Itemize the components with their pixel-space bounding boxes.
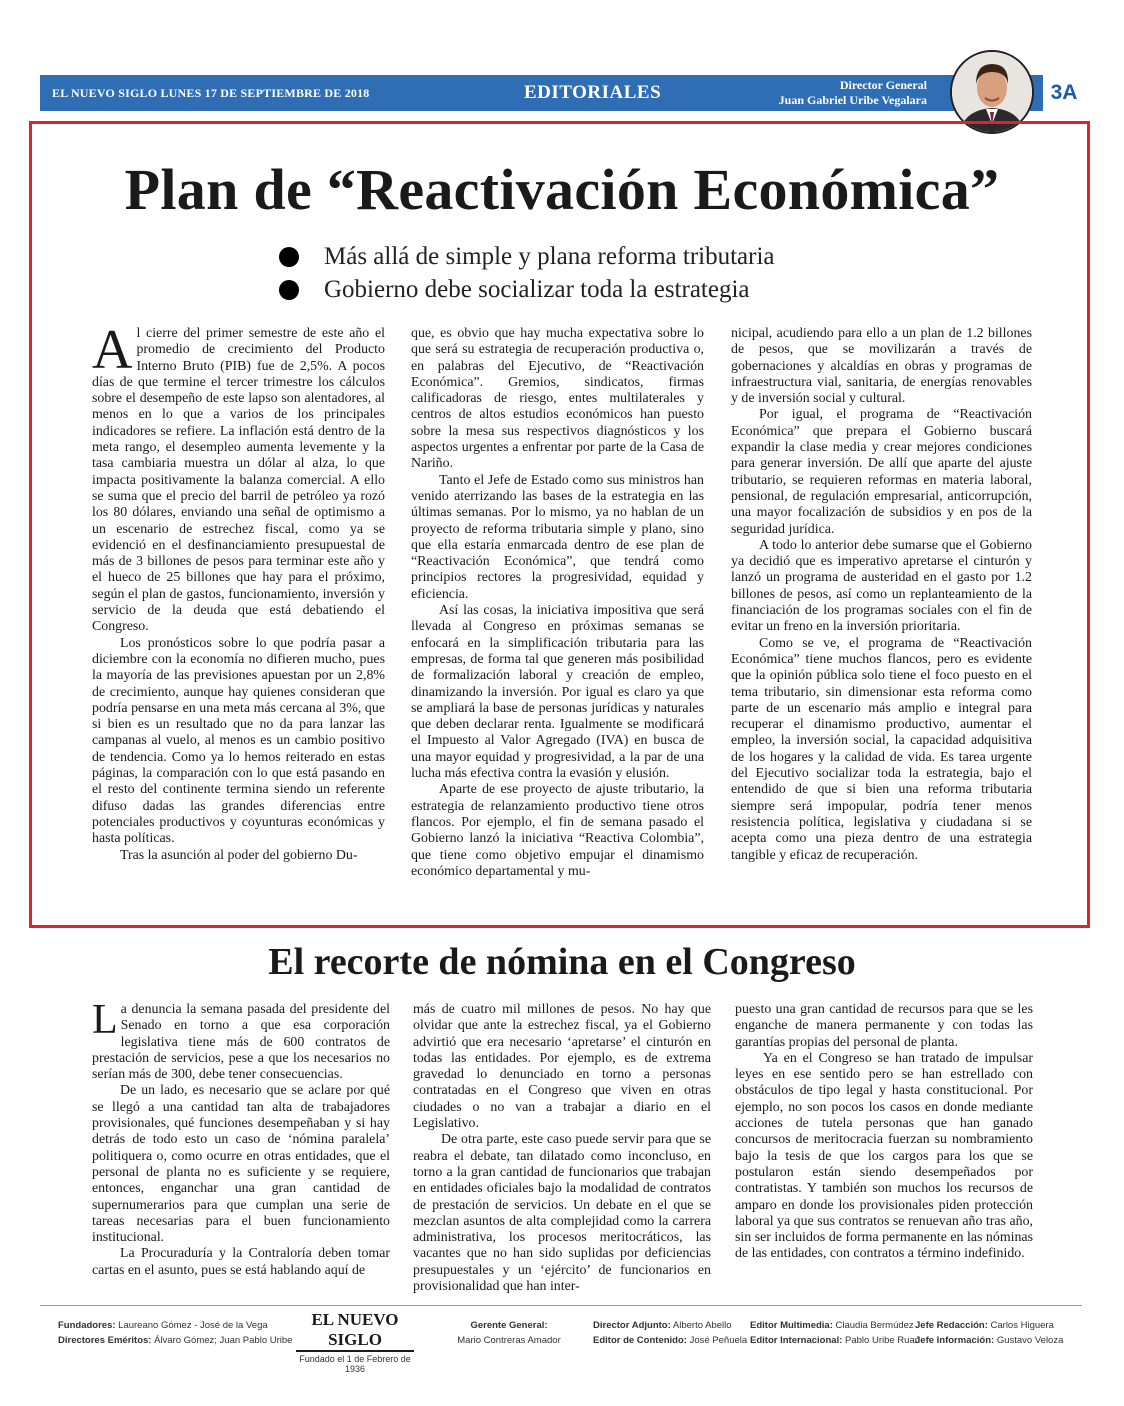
bullet-icon [279,247,299,267]
second-column-2 [413,1002,711,1295]
subtitle-item: Más allá de simple y plana reforma tributaria [279,240,775,273]
bullet-icon [279,280,299,300]
page-number: 3A [1043,75,1085,111]
paragraph: Como se ve, el programa de “Reactivación Económica” tiene muchos flancos, pero es evidente que la opinión pública solo tiene el foco puesto en el tema tributario, sin dimensionar esta reforma como parte de un escenario más amplio e integral para recuperar el dinamismo productivo, aumentar el empleo, la inversión social, la capacidad adquisitiva de los hogares y la calidad de vida. Es tarea urgente del Ejecutivo socializar toda la estrategia, bajo el entendido de que si bien una reforma tributaria siempre será impopular, podría tener menos resistencia política, legislativa y ciudadana si se acepta como una pieza dentro de una estrategia tangible y eficaz de recuperación. [731,635,1032,863]
newspaper-logo: EL NUEVO SIGLO Fundado el 1 de Febrero de 1936 [296,1310,414,1374]
editorial-subtitles [279,240,775,306]
editorial-column-3 [731,326,1032,864]
subtitle-item: Gobierno debe socializar toda la estrategia [279,273,775,306]
director-title: Director General [839,78,927,92]
paragraph: más de cuatro mil millones de pesos. No hay que olvidar que ante la estrechez fiscal, ya el Gobierno advirtió que era necesario ‘apretarse’ el cinturón en todas las entidades. Por ejemplo, es de extrema gravedad lo denunciado en torno a personas contratadas en el Congreso que viven en otras ciudades o no van a trabajar a diario en el Legislativo. [413,1002,711,1132]
second-column-1: La denuncia la semana pasada del presidente del Senado en torno a que esa corporación legislativa tiene más de 600 contratos de prestación de servicios, pese a que los necesarios no serían más de 300, debe tener consecuencias. De un lado, es necesario que se aclare por qué se llegó a una cantidad tan alta de trabajadores provisionales, qué funciones desempeñaban y si hay detrás de todo esto un caso de ‘nómina paralela’ politiquera o, como ocurre en otras entidades, que el personal de planta no es suficiente y se requiere, entonces, enganchar una gran cantidad de supernumerarios para que cumplan una serie de tareas necesarias para el buen funcionamiento institucional. La Procuraduría y la Contraloría deben tomar cartas en el asunto, pues se está hablando aquí de [92,997,390,1278]
director-name: Juan Gabriel Uribe Vegalara [778,93,927,107]
paragraph: De un lado, es necesario que se aclare por qué se llegó a una cantidad tan alta de trabajadores provisionales, qué funciones desempeñaban y si hay detrás de todo esto un caso de ‘nómina paralela’ politiquera o, como ocurre en otras entidades, que el personal de planta no es suficiente y se requiere, entonces, enganchar una gran cantidad de supernumerarios para que cumplan una serie de tareas necesarias para el buen funcionamiento institucional. [92,1083,390,1246]
paragraph: Los pronósticos sobre lo que podría pasar a diciembre con la economía no difieren mucho, pues la mayoría de las previsiones apuestan por un 2,8% de crecimiento, aunque hay quienes consideran que podría pensarse en una meta más cercana al 3%, que si bien es un resultado que no da para lanzar las campanas al vuelo, al menos es un cambio positivo de tendencia. Como ya lo hemos reiterado en estas páginas, la comparación con lo que está pasando en el resto del continente termina siendo un referente difuso dadas las grandes diferencias entre potenciales productivos y coyunturas económicas y hasta políticas. [92,635,385,847]
paragraph: Ya en el Congreso se han tratado de impulsar leyes en ese sentido pero se han estrellado con obstáculos de tipo legal y hasta constitucional. Por ejemplo, no son pocos los casos en donde mediante acciones de tutela personas que han ganado concursos de meritocracia fuerzan su nombramiento bajo la tesis de que los cargos para los que se postularon están siendo desempeñados por contratistas. Y también son muchos los recursos de amparo en donde los provisionales piden protección laboral ya que sus contratos se renuevan año tras año, sin ser incluidos de forma permanente en las nóminas de las entidades, con contratos a término indefinido. [735,1050,1033,1262]
date-line: EL NUEVO SIGLO LUNES 17 DE SEPTIEMBRE DE 2018 [52,86,370,100]
footer-manager: Gerente General: Mario Contreras Amador [457,1320,561,1346]
drop-cap: A [92,319,133,381]
second-editorial-headline: El recorte de nómina en el Congreso [268,941,856,983]
paragraph: La Procuraduría y la Contraloría deben tomar cartas en el asunto, pues se está hablando aquí de [92,1246,390,1278]
director-credit [779,78,927,108]
second-column-3 [735,1002,1033,1263]
masthead-bar [40,75,1085,111]
paragraph: De otra parte, este caso puede servir para que se reabra el debate, tan dilatado como inconcluso, en torno a la gran cantidad de funcionarios que trabajan en entidades oficiales bajo la modalidad de contratos de prestación de servicios. Un debate en el que se mezclan asuntos de alta complejidad como la carrera administrativa, los procesos meritocráticos, las vacantes que no han sido suplidas por deficiencias presupuestales y un ‘ejército’ de funcionarios en provisionalidad que han inter- [413,1132,711,1295]
footer-directors: Director Adjunto: Alberto Abello Editor de Contenido: José Peñuela [593,1320,748,1346]
paragraph: Aparte de ese proyecto de ajuste tributario, la estrategia de relanzamiento productivo tiene otros flancos. Por ejemplo, el fin de semana pasado el Gobierno lanzó la iniciativa “Reactiva Colombia”, que tiene como objetivo empujar el dinamismo económico departamental y mu- [411,782,704,879]
editorial-headline: Plan de “Reactivación Económica” [124,157,1000,222]
section-title: EDITORIALES [524,82,662,103]
paragraph: A todo lo anterior debe sumarse que el Gobierno ya decidió que es imperativo apretarse el cinturón y lanzó un programa de austeridad en el gasto por 1.2 billones de pesos, así como un replanteamiento de la financiación de los programas sociales con el fin de evitar un freno en la inversión prioritaria. [731,537,1032,635]
footer-editors: Editor Multimedia: Claudia Bermúdez Editor Internacional: Pablo Uribe Ruan [750,1320,921,1346]
editorial-column-1: Al cierre del primer semestre de este año el promedio de crecimiento del Producto Interno Bruto (PIB) fue de 2,5%. A pocos días de que termine el tercer trimestre los cálculos sobre el desempeño de este lapso son alentadores, al menos en lo que a varios de los principales indicadores se refiere. La inflación está dentro de la meta rango, el desempleo aumenta levemente y la tasa cambiaria muestra un dólar al alza, lo que impacta positivamente la balanza comercial. A ello se suma que el precio del barril de petróleo ya rozó los 80 dólares, enviando una señal de optimismo a un escenario de estrechez fiscal, como ya se evidenció en el desfinanciamiento presupuestal de más de 3 billones de pesos para terminar este año y el hueco de 25 billones que hay para el próximo, según el plan de gastos, funcionamiento, inversión y servicio de la deuda que está debatiendo el Congreso. Los pronósticos sobre lo que podría pasar a diciembre con la economía no difieren mucho, pues la mayoría de las previsiones apuestan por un 2,8% de crecimiento, aunque hay quienes consideran que podría pensarse en una meta más cercana al 3%, que si bien es un resultado que no da para lanzar las campanas al vuelo, al menos es un cambio positivo de tendencia. Como ya lo hemos reiterado en estas páginas, la comparación con lo que está pasando en el resto del continente termina siendo un referente difuso dadas las grandes diferencias entre potenciales productivos y coyunturas económicas y hasta políticas. Tras la asunción al poder del gobierno Du- [92,319,385,863]
paragraph: puesto una gran cantidad de recursos para que se les enganche de manera permanente y con todas las garantías propias del personal de planta. [735,1002,1033,1050]
paragraph: Tras la asunción al poder del gobierno Du- [120,847,358,863]
paragraph: Así las cosas, la iniciativa impositiva que será llevada al Congreso en próximas semanas se enfocará en la simplificación tributaria para las empresas, de forma tal que generen más posibilidad de formalización laboral y creación de empleo, dinamizando la inversión. Por igual es claro ya que se ampliará la base de personas jurídicas y naturales que deben declarar renta. Igualmente se modificará el Impuesto al Valor Agregado (IVA) en busca de una mayor equidad y progresividad, a la par de una lucha más efectiva contra la evasión y elusión. [411,603,704,782]
footer-chiefs: Jefe Redacción: Carlos Higuera Jefe Información: Gustavo Veloza [915,1320,1064,1346]
drop-cap: L [92,997,118,1043]
footer-divider [40,1305,1082,1306]
paragraph: nicipal, acudiendo para ello a un plan de 1.2 billones de pesos, que se movilizarán a través de gobernaciones y alcaldías en obras y programas de infraestructura vial, sanitaria, de energías renovables y de inversión social y cultural. [731,326,1032,407]
editorial-column-2 [411,326,704,880]
footer-founders: Fundadores: Laureano Gómez - José de la Vega Directores Eméritos: Álvaro Gómez; Juan Pablo Uribe [58,1320,293,1346]
paragraph: que, es obvio que hay mucha expectativa sobre lo que será su estrategia de recuperación productiva o, en palabras del Ejecutivo, de “Reactivación Económica”. Gremios, sindicatos, firmas calificadoras de riesgo, entes multilaterales y centros de altos estudios económicos han puesto sobre la mesa sus respectivos diagnósticos y los aspectos urgentes a enfrentar por parte de la Casa de Nariño. [411,326,704,472]
paragraph: Tanto el Jefe de Estado como sus ministros han venido aterrizando las bases de la estrategia en las últimas semanas. Por lo mismo, ya no hablan de un proyecto de reforma tributaria simple y plano, sino que ella estaría enmarcada dentro de ese plan de “Reactivación Económica”, que tendrá como principios rectores la progresividad, equidad y eficiencia. [411,472,704,602]
paragraph: Por igual, el programa de “Reactivación Económica” que prepara el Gobierno buscará expandir la clase media y crear mejores condiciones para generar inversión. De allí que aparte del ajuste tributario, se requieren reformas en materia laboral, pensional, de regulación empresarial, anticorrupción, una mayor focalización de subsidios y en pos de la seguridad jurídica. [731,407,1032,537]
